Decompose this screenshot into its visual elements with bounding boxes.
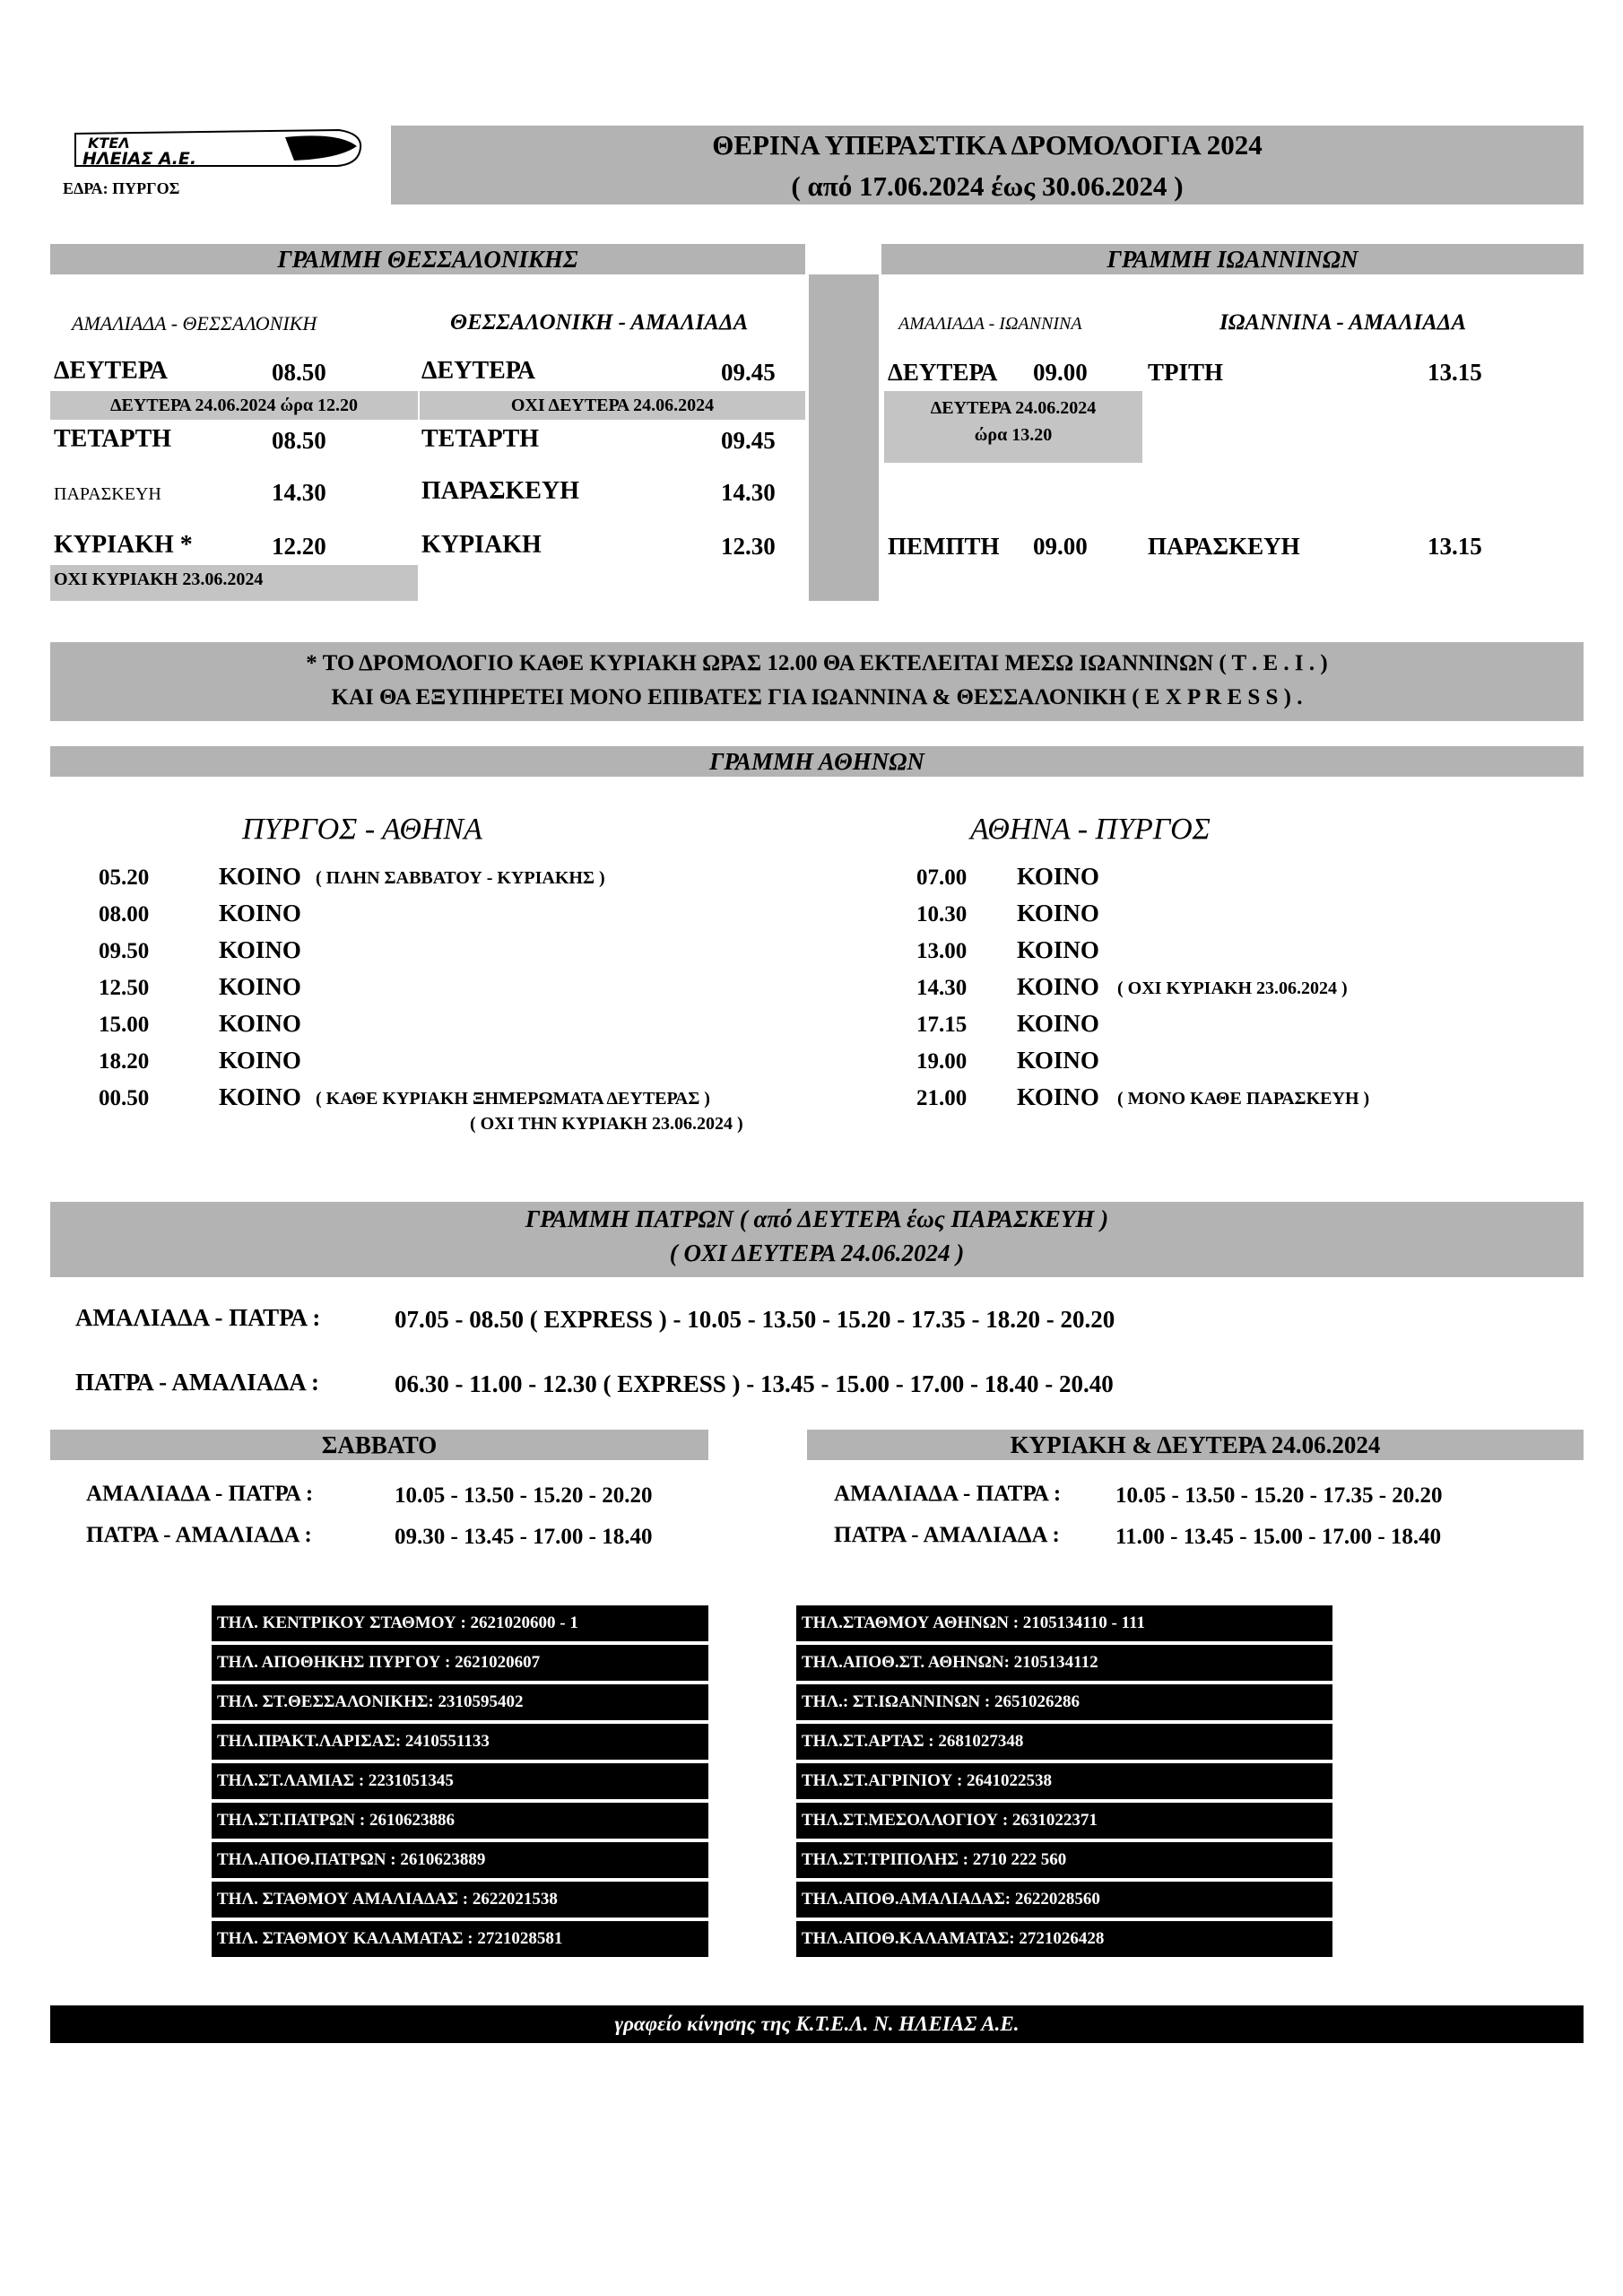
svg-text:KTEΛ: KTEΛ [88,135,130,152]
ioan-time: 13.15 [1428,533,1482,560]
phone-entry: ΤΗΛ.ΠΡΑΚΤ.ΛΑΡΙΣΑΣ: 2410551133 [212,1724,708,1763]
thes-day: ΠΑΡΑΣΚΕΥΗ [421,477,579,505]
saturday-label: ΑΜΑΛΙΑΔΑ - ΠΑΤΡΑ : [86,1482,314,1506]
athens-left-extra-note: ( ΟΧΙ ΤΗΝ ΚΥΡΙΑΚΗ 23.06.2024 ) [470,1114,743,1134]
thessaloniki-dir2: ΘΕΣΣΑΛΟΝΙΚΗ - ΑΜΑΛΙΑΔΑ [450,310,749,335]
thes-day: ΚΥΡΙΑΚΗ [421,531,542,559]
thes-time: 14.30 [721,479,776,506]
phone-entry: ΤΗΛ. ΚΕΝΤΡΙΚΟΥ ΣΤΑΘΜΟΥ : 2621020600 - 1 [212,1605,708,1645]
athens-type: ΚΟΙΝΟ [219,973,301,1000]
phone-entry: ΤΗΛ.ΣΤ.ΑΓΡΙΝΙΟΥ : 2641022538 [796,1763,1332,1803]
period-subtitle: ( από 17.06.2024 έως 30.06.2024 ) [791,170,1184,202]
ioan-day: ΤΡΙΤΗ [1148,359,1224,386]
athens-time: 21.00 [916,1086,968,1110]
ioan-note-line1: ΔΕΥΤΕΡΑ 24.06.2024 [930,398,1097,418]
page-title: ΘΕΡΙΝΑ ΥΠΕΡΑΣΤΙΚΑ ΔΡΟΜΟΛΟΓΙΑ 2024 [712,129,1263,161]
phone-entry: ΤΗΛ.ΑΠΟΘ.ΚΑΛΑΜΑΤΑΣ: 2721026428 [796,1921,1332,1961]
thes-time: 14.30 [272,479,326,506]
phone-entry: ΤΗΛ.ΑΠΟΘ.ΠΑΤΡΩΝ : 2610623889 [212,1842,708,1882]
thes-note-no-sunday: ΟΧΙ ΚΥΡΙΑΚΗ 23.06.2024 [50,565,418,601]
athens-dir1: ΠΥΡΓΟΣ - ΑΘΗΝΑ [242,813,482,846]
athens-time: 05.20 [99,865,150,890]
phone-entry: ΤΗΛ.ΣΤ.ΜΕΣΟΛΛΟΓΙΟΥ : 2631022371 [796,1803,1332,1842]
patras-subtitle: ( ΟΧΙ ΔΕΥΤΕΡΑ 24.06.2024 ) [669,1239,965,1266]
thes-time: 09.45 [721,359,776,386]
saturday-label: ΠΑΤΡΑ - ΑΜΑΛΙΑΔΑ : [86,1523,312,1547]
thes-day: ΠΑΡΑΣΚΕΥΗ [54,484,161,504]
footer: γραφείο κίνησης της Κ.Τ.Ε.Λ. Ν. ΗΛΕΙΑΣ Α.Ε. [50,2005,1584,2043]
column-divider [809,274,879,601]
thes-note-no-monday: ΟΧΙ ΔΕΥΤΕΡΑ 24.06.2024 [420,391,805,420]
ioannina-dir2: ΙΩΑΝΝΙΝΑ - ΑΜΑΛΙΑΔΑ [1219,310,1467,335]
athens-type: ΚΟΙΝΟ [1017,1083,1099,1110]
athens-note: ( ΠΛΗΝ ΣΑΒΒΑΤΟΥ - ΚΥΡΙΑΚΗΣ ) [316,868,605,888]
patras-weekday-label: ΑΜΑΛΙΑΔΑ - ΠΑΤΡΑ : [75,1304,321,1331]
athens-type: ΚΟΙΝΟ [219,863,301,890]
athens-time: 10.30 [916,902,968,926]
athens-time: 17.15 [916,1013,968,1037]
thes-time: 08.50 [272,359,326,386]
athens-dir2: ΑΘΗΝΑ - ΠΥΡΓΟΣ [970,813,1211,846]
athens-type: ΚΟΙΝΟ [219,1083,301,1110]
phone-list-right [796,1605,1332,1961]
saturday-times: 09.30 - 13.45 - 17.00 - 18.40 [395,1525,653,1549]
saturday-title: ΣΑΒΒΑΤΟ [321,1431,438,1458]
phone-entry: ΤΗΛ.ΣΤΑΘΜΟΥ ΑΘΗΝΩΝ : 2105134110 - 111 [796,1605,1332,1645]
athens-type: ΚΟΙΝΟ [219,1047,301,1074]
ioan-time: 13.15 [1428,359,1482,386]
sunday-label: ΠΑΤΡΑ - ΑΜΑΛΙΑΔΑ : [834,1523,1060,1547]
athens-time: 19.00 [916,1049,968,1074]
thessaloniki-dir1: ΑΜΑΛΙΑΔΑ - ΘΕΣΣΑΛΟΝΙΚΗ [72,312,317,335]
phone-entry: ΤΗΛ.ΑΠΟΘ.ΣΤ. ΑΘΗΝΩΝ: 2105134112 [796,1645,1332,1684]
thessaloniki-title: ΓΡΑΜΜΗ ΘΕΣΣΑΛΟΝΙΚΗΣ [277,246,578,273]
phone-entry: ΤΗΛ.ΣΤ.ΤΡΙΠΟΛΗΣ : 2710 222 560 [796,1842,1332,1882]
ioan-day: ΠΑΡΑΣΚΕΥΗ [1148,533,1300,560]
phone-list-left [212,1605,708,1961]
athens-note: ( ΜΟΝΟ ΚΑΘΕ ΠΑΡΑΣΚΕΥΗ ) [1117,1089,1370,1109]
patras-weekday-times: 06.30 - 11.00 - 12.30 ( EXPRESS ) - 13.45 - 15.00 - 17.00 - 18.40 - 20.40 [395,1370,1114,1397]
athens-type: ΚΟΙΝΟ [1017,1047,1099,1074]
athens-time: 09.50 [99,939,150,963]
logo-graphic [70,128,366,170]
athens-type: ΚΟΙΝΟ [1017,936,1099,963]
phone-entry: ΤΗΛ. ΣΤ.ΘΕΣΣΑΛΟΝΙΚΗΣ: 2310595402 [212,1684,708,1724]
thes-time: 09.45 [721,427,776,454]
phone-entry: ΤΗΛ.ΣΤ.ΛΑΜΙΑΣ : 2231051345 [212,1763,708,1803]
company-logo [70,128,366,170]
ioan-time: 09.00 [1033,533,1088,560]
phone-entry: ΤΗΛ. ΑΠΟΘΗΚΗΣ ΠΥΡΓΟΥ : 2621020607 [212,1645,708,1684]
ioannina-title: ΓΡΑΜΜΗ ΙΩΑΝΝΙΝΩΝ [1107,246,1358,273]
athens-time: 08.00 [99,902,150,926]
sunday-title: ΚΥΡΙΑΚΗ & ΔΕΥΤΕΡΑ 24.06.2024 [1010,1431,1381,1458]
athens-time: 18.20 [99,1049,150,1074]
phone-entry: ΤΗΛ. ΣΤΑΘΜΟΥ ΑΜΑΛΙΑΔΑΣ : 2622021538 [212,1882,708,1921]
phone-entry: ΤΗΛ.ΣΤ.ΑΡΤΑΣ : 2681027348 [796,1724,1332,1763]
athens-title: ΓΡΑΜΜΗ ΑΘΗΝΩΝ [709,748,924,775]
phone-entry: ΤΗΛ.ΑΠΟΘ.ΑΜΑΛΙΑΔΑΣ: 2622028560 [796,1882,1332,1921]
thes-note-monday-extra: ΔΕΥΤΕΡΑ 24.06.2024 ώρα 12.20 [50,391,418,420]
thes-time: 12.20 [272,533,326,560]
saturday-times: 10.05 - 13.50 - 15.20 - 20.20 [395,1483,653,1508]
patras-title: ΓΡΑΜΜΗ ΠΑΤΡΩΝ ( από ΔΕΥΤΕΡΑ έως ΠΑΡΑΣΚΕΥΗ ) [525,1205,1109,1232]
headquarters-label: ΕΔΡΑ: ΠΥΡΓΟΣ [63,179,180,197]
athens-type: ΚΟΙΝΟ [1017,1010,1099,1037]
athens-type: ΚΟΙΝΟ [1017,863,1099,890]
phone-entry: ΤΗΛ.ΣΤ.ΠΑΤΡΩΝ : 2610623886 [212,1803,708,1842]
athens-time: 13.00 [916,939,968,963]
thes-day: ΚΥΡΙΑΚΗ * [54,531,193,559]
athens-time: 15.00 [99,1013,150,1037]
patras-weekday-times: 07.05 - 08.50 ( EXPRESS ) - 10.05 - 13.50 - 15.20 - 17.35 - 18.20 - 20.20 [395,1306,1115,1333]
thes-time: 08.50 [272,427,326,454]
athens-type: ΚΟΙΝΟ [1017,900,1099,926]
phone-entry: ΤΗΛ.: ΣΤ.ΙΩΑΝΝΙΝΩΝ : 2651026286 [796,1684,1332,1724]
athens-time: 00.50 [99,1086,150,1110]
athens-time: 12.50 [99,976,150,1000]
athens-note: ( ΚΑΘΕ ΚΥΡΙΑΚΗ ΞΗΜΕΡΩΜΑΤΑ ΔΕΥΤΕΡΑΣ ) [316,1089,710,1109]
ioan-day: ΠΕΜΠΤΗ [888,533,1000,560]
ioannina-dir1: ΑΜΑΛΙΑΔΑ - ΙΩΑΝΝΙΝΑ [898,314,1082,334]
athens-time: 14.30 [916,976,968,1000]
athens-type: ΚΟΙΝΟ [1017,973,1099,1000]
athens-type: ΚΟΙΝΟ [219,1010,301,1037]
thes-time: 12.30 [721,533,776,560]
ioan-note-line2: ώρα 13.20 [974,425,1053,445]
sunday-label: ΑΜΑΛΙΑΔΑ - ΠΑΤΡΑ : [834,1482,1062,1506]
svg-text:ΗΛΕΙΑΣ Α.Ε.: ΗΛΕΙΑΣ Α.Ε. [82,149,197,169]
thes-day: ΔΕΥΤΕΡΑ [421,357,536,385]
athens-note: ( ΟΧΙ ΚΥΡΙΑΚΗ 23.06.2024 ) [1117,978,1348,998]
ioan-day: ΔΕΥΤΕΡΑ [888,359,998,386]
athens-type: ΚΟΙΝΟ [219,900,301,926]
athens-time: 07.00 [916,865,968,890]
thes-day: ΤΕΤΑΡΤΗ [421,425,540,453]
athens-type: ΚΟΙΝΟ [219,936,301,963]
sunday-times: 11.00 - 13.45 - 15.00 - 17.00 - 18.40 [1115,1525,1442,1549]
sunday-note-line1: * ΤΟ ΔΡΟΜΟΛΟΓΙΟ ΚΑΘΕ ΚΥΡΙΑΚΗ ΩΡΑΣ 12.00 ΘΑ ΕΚΤΕΛΕΙΤΑΙ ΜΕΣΩ ΙΩΑΝΝΙΝΩΝ ( Τ . Ε . Ι . ) [306,651,1328,675]
sunday-times: 10.05 - 13.50 - 15.20 - 17.35 - 20.20 [1115,1483,1443,1508]
ioan-time: 09.00 [1033,359,1088,386]
thes-day: ΔΕΥΤΕΡΑ [54,357,169,385]
patras-weekday-label: ΠΑΤΡΑ - ΑΜΑΛΙΑΔΑ : [75,1369,319,1396]
thes-day: ΤΕΤΑΡΤΗ [54,425,172,453]
phone-entry: ΤΗΛ. ΣΤΑΘΜΟΥ ΚΑΛΑΜΑΤΑΣ : 2721028581 [212,1921,708,1961]
sunday-note-line2: ΚΑΙ ΘΑ ΕΞΥΠΗΡΕΤΕΙ ΜΟΝΟ ΕΠΙΒΑΤΕΣ ΓΙΑ ΙΩΑΝΝΙΝΑ & ΘΕΣΣΑΛΟΝΙΚΗ ( E X P R E S S ) . [331,685,1303,709]
